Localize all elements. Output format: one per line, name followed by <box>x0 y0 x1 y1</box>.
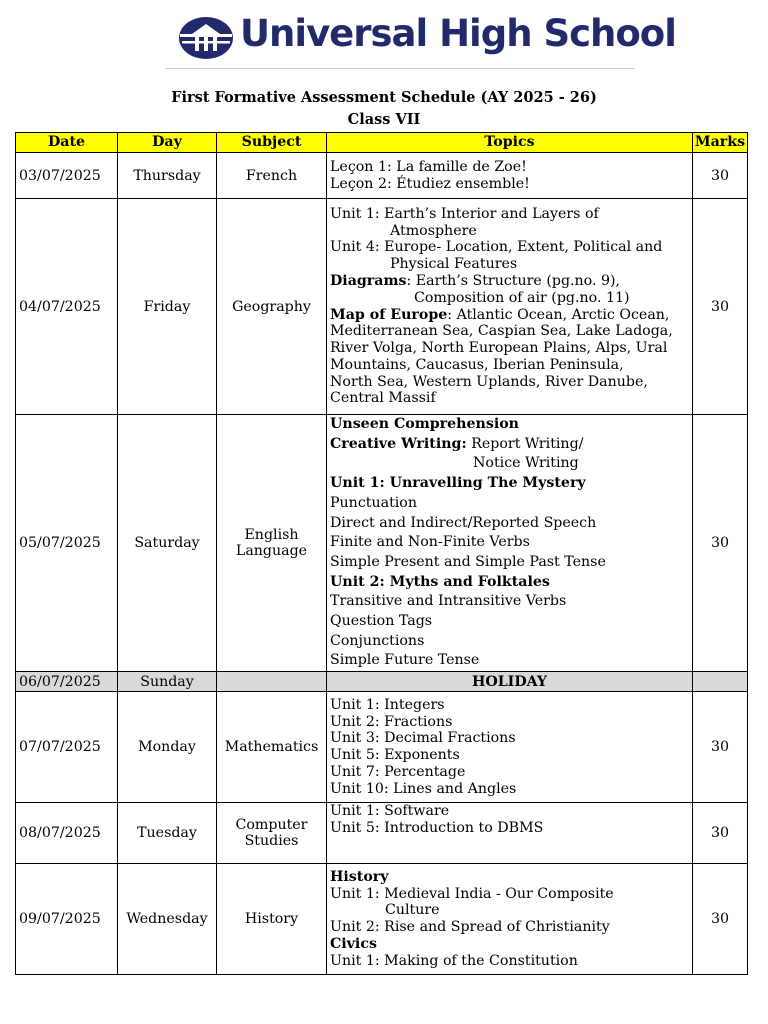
date-cell: 03/07/2025 <box>16 153 118 199</box>
subject-cell: French <box>217 153 327 199</box>
marks-cell: 30 <box>693 415 748 672</box>
column-header-subject: Subject <box>217 133 327 153</box>
column-header-day: Day <box>118 133 217 153</box>
subject-line: Studies <box>244 833 299 850</box>
topic-line <box>330 573 689 593</box>
topic-line: Unit 1: Integers <box>330 696 445 713</box>
day-cell: Friday <box>118 199 217 415</box>
schedule-title: First Formative Assessment Schedule (AY 2025 - 26) <box>171 89 597 106</box>
subject-line: Computer <box>235 817 308 834</box>
topic-line: Physical Features <box>390 256 518 273</box>
topic-line: Unit 1: Medieval India - Our Composite <box>330 885 614 902</box>
subject-cell <box>217 672 327 692</box>
topic-heading: Unseen Comprehension <box>330 416 519 432</box>
date-cell: 07/07/2025 <box>16 692 118 803</box>
table-row <box>16 153 748 199</box>
subject-cell <box>217 415 327 672</box>
topic-line: Unit 3: Decimal Fractions <box>330 730 516 747</box>
topic-text: : Earth’s Structure (pg.no. 9), <box>406 272 621 289</box>
assessment-schedule-table <box>15 132 748 975</box>
marks-cell: 30 <box>693 803 748 864</box>
topics-cell <box>327 803 693 864</box>
topic-line: Unit 7: Percentage <box>330 763 466 780</box>
topic-line: Atmosphere <box>390 222 477 239</box>
topic-line <box>330 936 689 953</box>
topics-cell <box>327 153 693 199</box>
topic-line: Simple Future Tense <box>330 652 480 669</box>
topic-line: Mountains, Caucasus, Iberian Peninsula, <box>330 356 624 373</box>
topic-text: Report Writing/ <box>466 435 584 452</box>
topic-line: Unit 10: Lines and Angles <box>330 780 517 797</box>
topic-text: : Atlantic Ocean, Arctic Ocean, <box>447 306 670 323</box>
topics-cell <box>327 415 693 672</box>
school-emblem-icon <box>178 16 234 60</box>
subject-line: Language <box>235 543 308 560</box>
topic-heading: Unit 2: Myths and Folktales <box>330 573 550 590</box>
date-cell: 08/07/2025 <box>16 803 118 864</box>
column-header-marks: Marks <box>693 133 748 153</box>
day-cell: Monday <box>118 692 217 803</box>
class-title: Class VII <box>347 111 421 128</box>
topic-line: Unit 2: Rise and Spread of Christianity <box>330 919 610 936</box>
date-cell: 09/07/2025 <box>16 864 118 975</box>
topic-heading: Civics <box>330 935 377 952</box>
topic-line <box>330 869 689 886</box>
topic-line: Unit 1: Earth’s Interior and Layers of <box>330 205 599 222</box>
table-row <box>16 415 748 672</box>
topic-line: Question Tags <box>330 613 433 630</box>
topic-heading: Unit 1: Unravelling The Mystery <box>330 475 586 492</box>
topic-heading: History <box>330 868 389 885</box>
date-cell: 05/07/2025 <box>16 415 118 672</box>
topic-line: Notice Writing <box>473 455 579 472</box>
column-header-topics: Topics <box>327 133 693 153</box>
topic-line <box>330 307 689 324</box>
topic-line: Leçon 1: La famille de Zoe! <box>330 158 527 175</box>
topic-line: Composition of air (pg.no. 11) <box>414 289 630 306</box>
topics-cell <box>327 692 693 803</box>
topic-line: Finite and Non-Finite Verbs <box>330 534 530 551</box>
day-cell: Thursday <box>118 153 217 199</box>
column-header-date: Date <box>16 133 118 153</box>
marks-cell: 30 <box>693 692 748 803</box>
subject-cell: Mathematics <box>217 692 327 803</box>
topic-line: Central Massif <box>330 390 436 407</box>
school-header <box>0 10 768 70</box>
subject-cell: Geography <box>217 199 327 415</box>
topic-line: Unit 4: Europe- Location, Extent, Political and <box>330 239 663 256</box>
topic-line <box>330 415 689 435</box>
day-cell: Wednesday <box>118 864 217 975</box>
marks-cell <box>693 672 748 692</box>
topic-line: Unit 1: Software <box>330 803 450 820</box>
table-row <box>16 803 748 864</box>
marks-cell: 30 <box>693 864 748 975</box>
topic-heading: Diagrams <box>330 272 407 289</box>
topic-line: Unit 5: Exponents <box>330 747 460 764</box>
day-cell: Tuesday <box>118 803 217 864</box>
topic-line: North Sea, Western Uplands, River Danube, <box>330 373 648 390</box>
topic-line <box>330 273 689 290</box>
subject-cell <box>217 803 327 864</box>
topics-cell <box>327 199 693 415</box>
topic-line: Leçon 2: Étudiez ensemble! <box>330 175 530 192</box>
topic-line: Unit 1: Making of the Constitution <box>330 952 578 969</box>
marks-cell: 30 <box>693 199 748 415</box>
day-cell: Sunday <box>118 672 217 692</box>
table-header-row <box>16 133 748 153</box>
holiday-label: HOLIDAY <box>327 672 693 692</box>
topic-line: Mediterranean Sea, Caspian Sea, Lake Ladoga, <box>330 323 673 340</box>
date-cell: 06/07/2025 <box>16 672 118 692</box>
day-cell: Saturday <box>118 415 217 672</box>
topics-cell <box>327 864 693 975</box>
topic-line: Direct and Indirect/Reported Speech <box>330 514 597 531</box>
topic-line <box>330 435 689 455</box>
topic-line: Simple Present and Simple Past Tense <box>330 553 606 570</box>
topic-line: Conjunctions <box>330 632 425 649</box>
topic-line: Punctuation <box>330 494 417 511</box>
topic-line: Transitive and Intransitive Verbs <box>330 593 567 610</box>
table-row <box>16 692 748 803</box>
table-row <box>16 199 748 415</box>
holiday-row <box>16 672 748 692</box>
topic-line: Unit 2: Fractions <box>330 713 453 730</box>
school-name: Universal High School <box>240 12 676 55</box>
topic-line: Culture <box>385 902 440 919</box>
table-row <box>16 864 748 975</box>
subject-cell: History <box>217 864 327 975</box>
topic-heading: Map of Europe <box>330 306 448 323</box>
header-divider <box>166 68 634 69</box>
topic-heading: Creative Writing: <box>330 435 467 452</box>
subject-line: English <box>244 527 299 544</box>
topic-line: Unit 5: Introduction to DBMS <box>330 819 544 836</box>
topic-line: River Volga, North European Plains, Alps, Ural <box>330 340 668 357</box>
marks-cell: 30 <box>693 153 748 199</box>
date-cell: 04/07/2025 <box>16 199 118 415</box>
topic-line <box>330 474 689 494</box>
